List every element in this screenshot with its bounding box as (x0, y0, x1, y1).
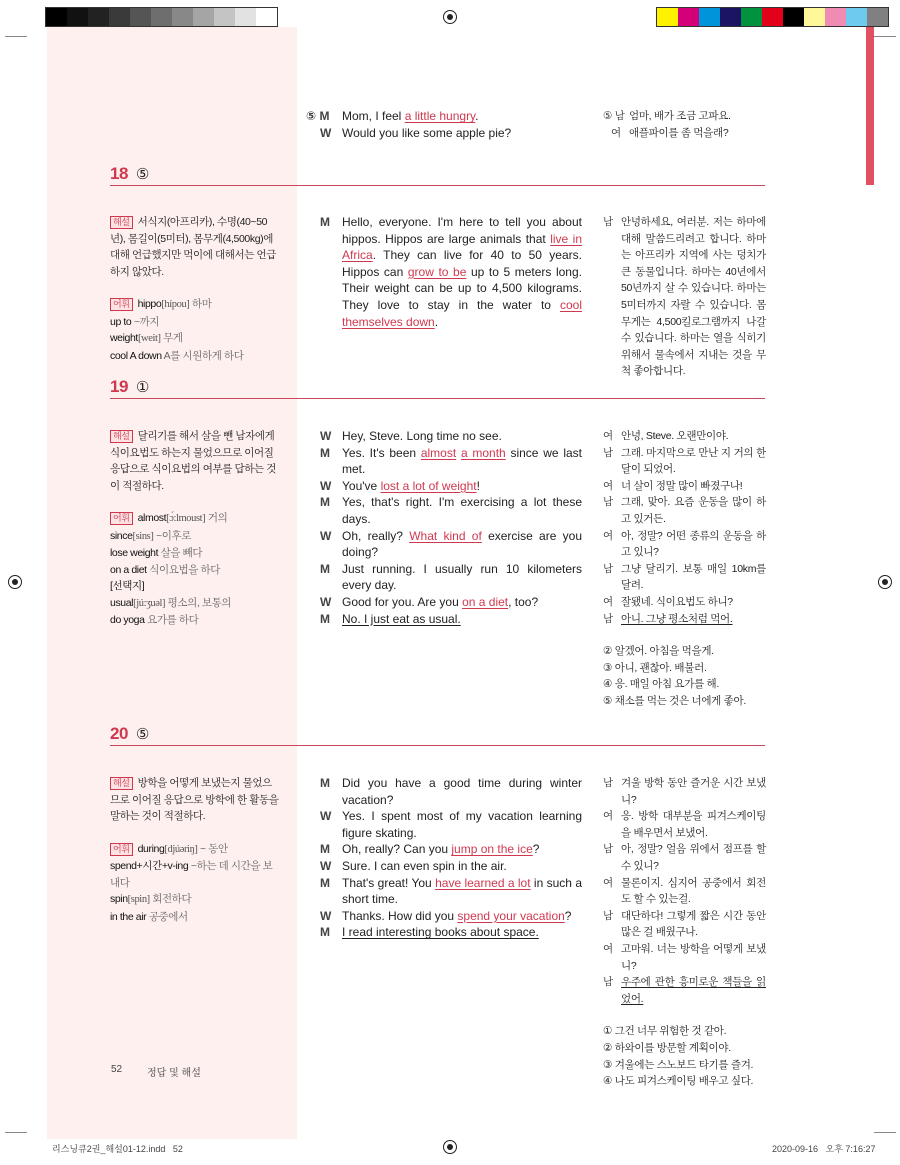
translation-text: 애플파이를 좀 먹을래? (629, 126, 729, 139)
text-segment: That's great! You (342, 875, 436, 890)
registration-mark-icon (443, 10, 457, 24)
answer-options (603, 643, 766, 709)
speaker-label: 여 (603, 430, 613, 442)
text-segment: ? (564, 908, 572, 923)
translation-text: 잘됐네. 식이요법도 하니? (621, 595, 733, 608)
text-segment: Yes. I spent most of my vacation learning figure skating. (342, 809, 582, 840)
answer-option: ⑤ 채소를 먹는 것은 너에게 좋아. (603, 694, 746, 707)
translation-text: 그래, 맞아. 요즘 운동을 많이 하고 있거든. (621, 496, 766, 525)
vocab-meaning: 공중에서 (148, 910, 188, 923)
text-segment: Would you like some apple pie? (342, 125, 512, 140)
speaker-label: 남 (603, 777, 613, 789)
text-segment: I read interesting books about space. (342, 925, 539, 940)
translation-text: 안녕, Steve. 오랜만이야. (621, 430, 729, 442)
footer-title: 정답 및 해설 (147, 1068, 201, 1079)
vocab-meaning: 요가를 하다 (147, 614, 199, 626)
translation-line (603, 494, 766, 527)
translation-text: 응. 방학 대부분을 피겨스케이팅을 배우면서 보냈어. (621, 810, 766, 839)
vocab-entry (110, 841, 280, 859)
translation (603, 214, 766, 380)
speaker-label: W (320, 125, 332, 140)
text-segment: in such a short time. (342, 875, 582, 907)
speaker-label: W (320, 478, 332, 493)
vocab-word: hippo (137, 298, 162, 310)
dialog-line (320, 445, 582, 478)
speaker-label: 남 (603, 909, 613, 922)
vocab-meaning: 무게 (163, 332, 183, 344)
text-segment: Just running. I usually run 10 kilometers every day. (342, 561, 582, 593)
explanation-tag: 해설 (110, 777, 133, 790)
speaker-label: M (320, 445, 330, 460)
key-phrase: have learned a lot (435, 875, 531, 890)
text-segment: . (434, 314, 439, 329)
dialog-text (342, 214, 582, 330)
translation-text: 겨울 방학 동안 즐거운 시간 보냈니? (621, 777, 766, 806)
explanation-tag: 해설 (110, 430, 133, 443)
dialog-text (342, 924, 582, 941)
vocab-entry (110, 562, 280, 579)
dialog (320, 775, 582, 941)
speaker-label: M (320, 842, 330, 857)
vocab-word: weight (110, 332, 138, 344)
vocab-word: [선택지] (110, 580, 145, 592)
vocab-pronunciation: [spin] (127, 894, 150, 905)
text-segment: Good for you. Are you (342, 594, 463, 609)
key-phrase: Africa (342, 248, 373, 263)
key-phrase: live in (550, 231, 582, 246)
chapter-tab (866, 27, 874, 185)
vocab-word: lose weight (110, 547, 159, 559)
speaker-label: M (320, 561, 330, 576)
speaker-label: M (320, 215, 330, 229)
vocab-pronunciation: [ɔ́:lmoust] (166, 513, 206, 524)
dialog-line (320, 594, 582, 611)
explanation-tag: 해설 (110, 216, 133, 229)
answer-option: ① 그건 너무 위험한 것 같아. (603, 1025, 727, 1038)
vocab-entry (110, 545, 280, 562)
crop-mark (874, 36, 896, 37)
speaker-label: W (320, 528, 332, 543)
translation-line (603, 974, 766, 1007)
dialog-line (320, 611, 582, 628)
text-segment: Sure. I can even spin in the air. (342, 858, 507, 873)
dialog-text (342, 494, 582, 527)
translation-text: 안녕하세요, 여러분. 저는 하마에 대해 말씀드리려고 합니다. 하마는 아프리카 지역에 사는 덩치가 큰 동물입니다. 하마는 40년에서 50년까지 살 수 있습니다. 하마는 5미터까지 자랄 수 있습니다. 몸무게는 4,500킬로그램까지 나갈 수 있습니다. 하마는 열을 식히기 위해서 물속에서 지내는 것을 무척 좋아합니다. (621, 216, 766, 378)
vocab-meaning: ~까지 (133, 315, 160, 328)
color-bar (656, 7, 889, 27)
section-header (110, 724, 765, 746)
vocab-word: almost (137, 512, 167, 524)
vocab-meaning: 살을 빼다 (160, 547, 203, 559)
text-segment: Hey, Steve. Long time no see. (342, 429, 502, 443)
text-segment: Oh, really? Can you (342, 842, 452, 857)
translation-text: 그냥 달리기. 보통 매일 10km를 달려. (621, 562, 766, 592)
dialog-text (342, 841, 582, 858)
dialog-text (342, 445, 582, 478)
dialog-text (342, 594, 582, 611)
translation-line (603, 775, 766, 808)
dialog-line (320, 924, 582, 941)
vocab-entry (110, 510, 280, 528)
dialog-text (342, 858, 582, 875)
explanation-panel (110, 428, 280, 629)
answer-number: ⑤ (135, 726, 150, 743)
translation (603, 428, 766, 710)
dialog-text (342, 478, 582, 495)
vocab-pronunciation: [sins] (132, 530, 154, 542)
dialog-line (320, 841, 582, 858)
speaker-label: M (320, 611, 330, 626)
explanation (110, 214, 280, 280)
speaker-label: 여 (603, 529, 613, 542)
translation-line (603, 561, 766, 594)
key-phrase: almost (420, 445, 457, 460)
file-name: 리스닝큐2권_해설01-12.indd 52 (52, 1144, 183, 1154)
vocab-entry (110, 909, 280, 926)
translation-text: 우주에 관한 흥미로운 책들을 읽었어. (621, 976, 766, 1005)
translation-text: 그래. 마지막으로 만난 지 거의 한 달이 되었어. (621, 446, 766, 476)
text-segment: Hello, everyone. I'm here to tell you about hippos. Hippos are large animals that (342, 215, 582, 246)
section-header (110, 377, 765, 399)
translation-line (603, 941, 766, 974)
speaker-label: 남 (603, 843, 613, 856)
answer-option: ④ 나도 피겨스케이팅 배우고 싶다. (603, 1075, 754, 1088)
translation-text: 물론이지. 심지어 공중에서 회전도 할 수 있는걸. (621, 876, 766, 906)
vocab-word: spin (110, 893, 128, 905)
dialog-line (306, 108, 582, 125)
vocab-meaning: ~하는 데 시간을 보내다 (110, 860, 273, 889)
translation-text: 아니. 그냥 평소처럼 먹어. (621, 612, 733, 625)
vocab-meaning: 회전하다 (152, 893, 192, 905)
speaker-label: 여 (611, 126, 621, 139)
vocab-meaning: ~ 동안 (200, 842, 228, 855)
dialog-line (320, 908, 582, 925)
dialog-line (320, 478, 582, 495)
text-segment: exercise are you doing? (342, 528, 582, 560)
speaker-label: 여 (603, 942, 613, 955)
dialog-text (342, 875, 582, 908)
answer-option: ② 알겠어. 아침을 먹을게. (603, 645, 714, 658)
dialog-text (342, 108, 582, 125)
vocab-word: in the air (110, 910, 147, 923)
explanation (110, 775, 280, 825)
text-segment: No. I just eat as usual. (342, 611, 461, 626)
vocab-word: usual (110, 596, 134, 609)
vocab-entry (110, 348, 280, 365)
text-segment: Did you have a good time during winter vacation? (342, 776, 582, 807)
text-segment: Mom, I feel (342, 109, 405, 123)
vocabulary (110, 296, 280, 364)
vocab-meaning: 거의 (207, 512, 228, 524)
answer-number: ⑤ (135, 166, 150, 183)
explanation-text: 달리기를 해서 살을 뺀 남자에게 식이요법도 하는지 물었으므로 이어질 응답으로 식이요법의 여부를 답하는 것이 적절하다. (110, 430, 276, 492)
vocab-entry (110, 858, 280, 891)
speaker-label: 남 (603, 562, 613, 575)
vocab-entry (110, 612, 280, 629)
text-segment: ? (532, 842, 540, 857)
speaker-label: 남 (603, 612, 613, 625)
answer-option: ③ 겨울에는 스노보드 타기를 즐겨. (603, 1058, 754, 1071)
registration-mark-icon (8, 575, 22, 589)
text-segment: Yes. It's been (342, 445, 421, 460)
speaker-label: W (320, 858, 332, 873)
text-segment: Thanks. How did you (342, 908, 458, 923)
print-timestamp: 2020-09-16 오후 7:16:27 (772, 1144, 876, 1154)
vocab-entry (110, 296, 280, 314)
top-dialog (306, 108, 582, 141)
vocab-pronunciation: [hípou] (161, 299, 190, 310)
speaker-label: M (320, 925, 330, 940)
answer-number: ① (135, 379, 150, 396)
speaker-label: 남 (603, 496, 613, 509)
key-phrase: on a diet (462, 594, 509, 609)
text-segment: up to 5 meters long. Their weight can be up to 4,500 kilograms. They love to stay in the water to (342, 264, 582, 312)
speaker-label: W (320, 594, 332, 609)
vocabulary-tag: 어휘 (110, 843, 133, 856)
translation-line (603, 594, 766, 611)
question-number: 19 (110, 377, 128, 396)
vocab-word: on a diet (110, 563, 147, 576)
explanation-text: 방학을 어떻게 보냈는지 물었으므로 이어질 응답으로 방학에 한 활동을 말하는 것이 적절하다. (110, 777, 279, 822)
key-phrase: What kind of (409, 528, 482, 543)
dialog-line (320, 858, 582, 875)
question-number: 18 (110, 164, 128, 183)
answer-option: ④ 응. 매일 아침 요가를 해. (603, 678, 720, 691)
text-segment: Yes, that's right. I'm exercising a lot these days. (342, 495, 582, 526)
vocab-meaning: 하마 (191, 298, 212, 310)
translation-line (603, 445, 766, 478)
answer-options (603, 1023, 766, 1089)
translation-text: 대단하다! 그렇게 짧은 시간 동안 많은 걸 배웠구나. (621, 909, 766, 939)
page-number: 52 (111, 1064, 123, 1075)
dialog-text (342, 561, 582, 594)
translation-text: 너 살이 정말 많이 빠졌구나! (621, 479, 743, 492)
translation-line (603, 428, 766, 445)
speaker-label: 여 (603, 479, 613, 492)
key-phrase: jump on the ice (451, 842, 533, 857)
speaker-label: ⑤ M (306, 109, 330, 123)
vocab-entry (110, 891, 280, 909)
registration-mark-icon (443, 1140, 457, 1154)
vocab-meaning: 평소의, 보통의 (167, 596, 232, 609)
translation-line (603, 108, 766, 125)
vocabulary (110, 841, 280, 926)
vocab-word: spend+시간+v-ing (110, 860, 189, 872)
vocab-pronunciation: [weit] (137, 333, 161, 344)
vocab-meaning: 식이요법을 하다 (149, 563, 220, 576)
vocab-word: cool A down (110, 349, 162, 362)
speaker-label: 남 (603, 216, 613, 228)
translation (603, 775, 766, 1090)
vocab-word: do yoga (110, 614, 145, 626)
speaker-label: W (320, 908, 332, 923)
vocab-pronunciation: [jú:ʒuəl] (133, 597, 166, 609)
explanation-text: 서식지(아프리카), 수명(40~50년), 몸길이(5미터), 몸무게(4,500kg)에 대해 언급했지만 먹이에 대해서는 언급하지 않았다. (110, 216, 276, 278)
speaker-label: 남 (603, 446, 613, 459)
speaker-label: W (320, 809, 332, 824)
translation-line (603, 841, 766, 874)
speaker-label: ⑤ 남 (603, 110, 625, 122)
dialog-line (320, 214, 582, 330)
translation-line (603, 908, 766, 941)
speaker-label: M (320, 875, 330, 890)
vocab-entry (110, 330, 280, 348)
vocab-word: up to (110, 315, 132, 328)
translation-line (603, 875, 766, 908)
dialog (320, 428, 582, 627)
answer-option: ③ 아니, 괜찮아. 배불러. (603, 661, 707, 674)
translation-line (603, 478, 766, 495)
key-phrase: a month (460, 445, 506, 460)
dialog-line (320, 528, 582, 561)
section-header (110, 164, 765, 186)
vocab-pronunciation: [djúəriŋ] (164, 843, 198, 855)
translation-text: 아, 정말? 얼음 위에서 점프를 할 수 있니? (621, 843, 766, 872)
text-segment: Oh, really? (342, 528, 410, 543)
translation-text: 아, 정말? 어떤 종류의 운동을 하고 있니? (621, 529, 766, 559)
text-segment: . (475, 109, 479, 123)
vocab-entry (110, 595, 280, 613)
text-segment: . They can live for 40 to 50 years. Hippos can (342, 248, 582, 279)
answer-option: ② 하와이를 방문할 계획이야. (603, 1041, 731, 1054)
speaker-label: W (320, 429, 332, 443)
translation-line (603, 214, 766, 380)
dialog-line (320, 494, 582, 527)
vocabulary-tag: 어휘 (110, 512, 133, 525)
question-number: 20 (110, 724, 128, 743)
dialog-line (320, 775, 582, 808)
crop-mark (5, 36, 27, 37)
explanation-panel (110, 214, 280, 364)
vocabulary (110, 510, 280, 629)
text-segment: , too? (508, 594, 539, 609)
crop-mark (5, 1132, 27, 1133)
vocab-word: since (110, 529, 133, 542)
text-segment: since we last met. (342, 445, 583, 477)
key-phrase: lost a lot of weight (380, 478, 477, 493)
crop-mark (874, 1132, 896, 1133)
text-segment: You've (342, 478, 381, 493)
vocab-entry (110, 314, 280, 331)
dialog-text (342, 428, 582, 445)
dialog-text (342, 528, 582, 561)
speaker-label: 여 (603, 595, 613, 608)
dialog-line (320, 125, 582, 142)
dialog-text (342, 125, 582, 142)
vocab-meaning: ~이후로 (155, 529, 191, 542)
key-phrase: grow to be (407, 264, 467, 279)
vocabulary-tag: 어휘 (110, 298, 133, 311)
dialog-text (342, 908, 582, 925)
key-phrase: a little hungry (404, 109, 476, 123)
translation-text: 엄마, 배가 조금 고파요. (629, 110, 731, 122)
vocab-entry (110, 528, 280, 546)
dialog-line (320, 561, 582, 594)
dialog-text (342, 775, 582, 808)
dialog-text (342, 808, 582, 841)
translation-line (603, 125, 766, 142)
dialog-text (342, 611, 582, 628)
translation-line (603, 808, 766, 841)
registration-mark-icon (878, 575, 892, 589)
speaker-label: 남 (603, 976, 613, 989)
grayscale-bar (45, 7, 278, 27)
vocab-word: during (137, 842, 165, 855)
dialog-line (320, 808, 582, 841)
top-korean (603, 108, 766, 141)
translation-line (603, 528, 766, 561)
dialog (320, 214, 582, 330)
dialog-line (320, 875, 582, 908)
translation-line (603, 611, 766, 628)
key-phrase: cool themselves down (342, 297, 582, 329)
translation-text: 고마워. 너는 방학을 어떻게 보냈니? (621, 942, 766, 972)
speaker-label: 여 (603, 876, 613, 889)
key-phrase: spend your vacation (457, 908, 565, 923)
explanation (110, 428, 280, 494)
explanation-panel (110, 775, 280, 925)
dialog-line (320, 428, 582, 445)
speaker-label: 여 (603, 810, 613, 823)
speaker-label: M (320, 776, 330, 790)
vocab-meaning: A를 시원하게 하다 (163, 349, 244, 362)
speaker-label: M (320, 495, 330, 510)
vocab-entry (110, 578, 280, 595)
text-segment: ! (476, 478, 480, 493)
